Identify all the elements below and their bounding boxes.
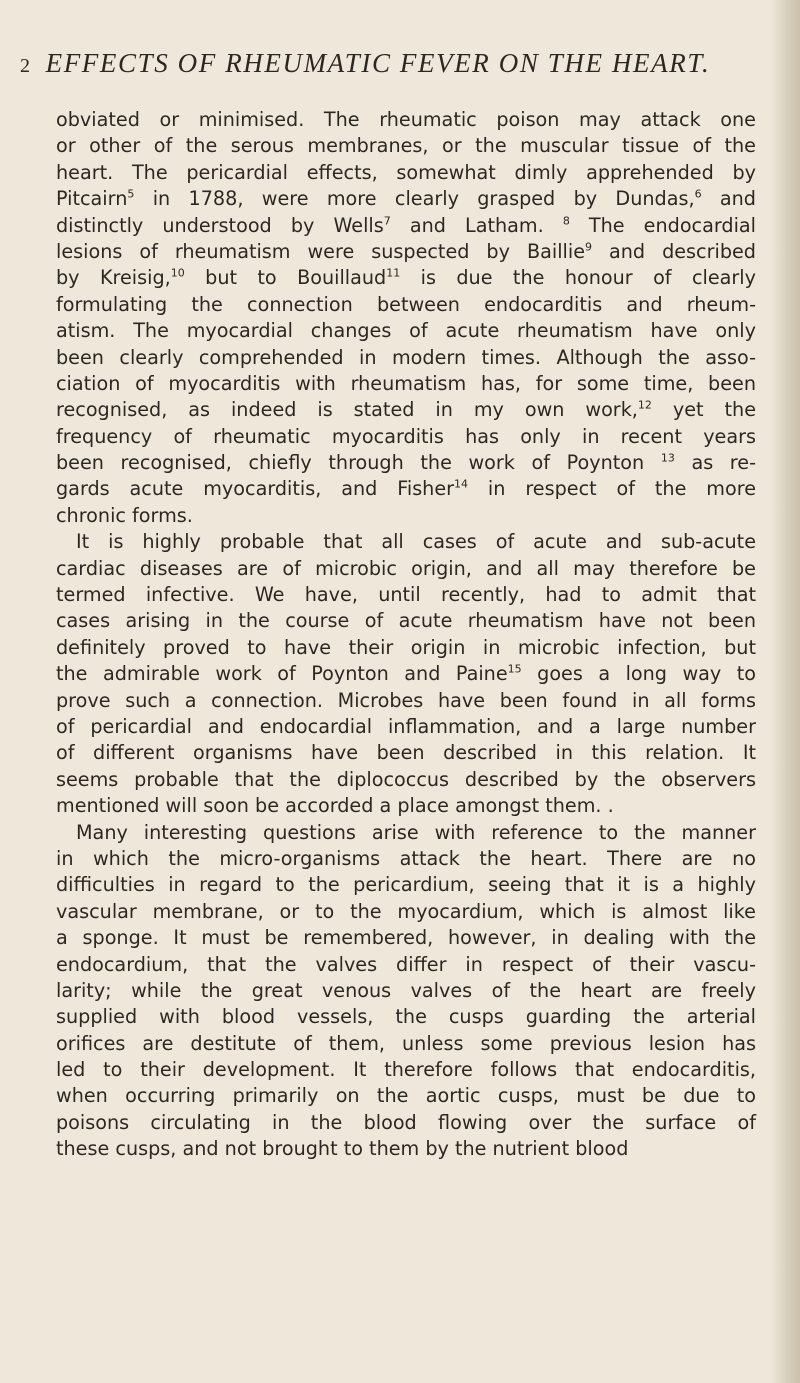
footnote-ref: 7	[383, 214, 391, 228]
text-line	[56, 1031, 756, 1057]
text-run: definitely proved to have their origin in microbic infection, but	[56, 635, 756, 659]
text-run: endocardium, that the valves differ in respect of their vascu-	[56, 952, 756, 976]
text-line	[56, 213, 756, 239]
text-line	[56, 582, 756, 608]
body-text	[56, 107, 756, 1163]
text-run: been clearly comprehended in modern times. Although the asso-	[56, 345, 756, 369]
text-run: The endocardial	[569, 213, 757, 237]
text-run: orifices are destitute of them, unless some previous lesion has	[56, 1031, 756, 1055]
text-line	[56, 899, 756, 925]
text-run: when occurring primarily on the aortic cusps, must be due to	[56, 1084, 756, 1108]
text-line	[56, 820, 756, 846]
text-line	[56, 186, 756, 212]
text-run: ciation of myocarditis with rheumatism has, for some time, been	[56, 371, 756, 395]
text-line	[56, 1110, 756, 1136]
text-run: a sponge. It must be remembered, however, in dealing with the	[56, 926, 756, 950]
text-line	[56, 397, 756, 423]
footnote-ref: 5	[127, 187, 135, 201]
text-line	[56, 925, 756, 951]
running-header	[20, 48, 750, 79]
text-run: frequency of rheumatic myocarditis has only in recent years	[56, 424, 756, 448]
text-line	[56, 107, 756, 133]
text-run: prove such a connection. Microbes have been found in all forms	[56, 688, 756, 712]
text-run: as re-	[674, 451, 757, 475]
text-run: gards acute myocarditis, and Fisher	[56, 477, 455, 501]
footnote-ref: 9	[585, 240, 592, 254]
footnote-ref: 10	[170, 266, 185, 280]
text-line	[56, 529, 756, 555]
text-run: vascular membrane, or to the myocardium, which is almost like	[56, 899, 756, 923]
text-run: cardiac diseases are of microbic origin, and all may therefore be	[56, 556, 756, 580]
text-line	[56, 635, 756, 661]
text-line	[56, 714, 756, 740]
text-run: lesions of rheumatism were suspected by Baillie	[56, 239, 585, 263]
text-run: been recognised, chiefly through the work of Poynton	[56, 451, 661, 475]
text-run: or other of the serous membranes, or the muscular tissue of the	[56, 134, 756, 158]
text-run: heart. The pericardial effects, somewhat dimly apprehended by	[56, 160, 756, 184]
text-line	[56, 952, 756, 978]
text-line	[56, 846, 756, 872]
footnote-ref: 12	[637, 398, 652, 412]
text-line	[56, 133, 756, 159]
text-run: these cusps, and not brought to them by the nutrient blood	[56, 1137, 629, 1161]
text-run: by Kreisig,	[56, 266, 171, 290]
text-line	[56, 424, 756, 450]
text-run: Many interesting questions arise with reference to the manner	[76, 820, 756, 844]
text-run: termed infective. We have, until recently, had to admit that	[56, 583, 756, 607]
text-run: of different organisms have been described in this relation. It	[56, 741, 756, 765]
page-number: 2	[20, 55, 32, 77]
footnote-ref: 14	[454, 478, 469, 492]
footnote-ref: 11	[386, 266, 401, 280]
text-run: supplied with blood vessels, the cusps guarding the arterial	[56, 1005, 756, 1029]
text-run: goes a long way to	[521, 662, 757, 686]
text-line	[56, 160, 756, 186]
text-run: yet the	[651, 398, 756, 422]
text-run: Pitcairn	[56, 187, 128, 211]
text-run: recognised, as indeed is stated in my own work,	[56, 398, 638, 422]
text-run: atism. The myocardial changes of acute rheumatism have only	[56, 319, 756, 343]
text-run: and described	[592, 239, 756, 263]
text-line	[56, 292, 756, 318]
text-run: in 1788, were more clearly grasped by Dundas,	[134, 187, 695, 211]
text-run: but to Bouillaud	[184, 266, 387, 290]
running-title: EFFECTS OF RHEUMATIC FEVER ON THE HEART.	[45, 48, 711, 78]
text-line	[56, 1136, 756, 1162]
text-line	[56, 767, 756, 793]
footnote-ref: 15	[507, 662, 522, 676]
text-line	[56, 608, 756, 634]
text-run: led to their development. It therefore follows that endocarditis,	[56, 1058, 756, 1082]
text-line	[56, 688, 756, 714]
footnote-ref: 8	[562, 214, 570, 228]
text-line	[56, 872, 756, 898]
text-run: larity; while the great venous valves of the heart are freely	[56, 978, 756, 1002]
text-line	[56, 318, 756, 344]
text-run: and Latham.	[390, 213, 563, 237]
text-line	[56, 239, 756, 265]
text-run: formulating the connection between endocarditis and rheum-	[56, 292, 756, 316]
text-line	[56, 661, 756, 687]
footnote-ref: 13	[660, 451, 675, 465]
text-line	[56, 503, 756, 529]
text-run: cases arising in the course of acute rheumatism have not been	[56, 609, 756, 633]
text-line	[56, 450, 756, 476]
text-line	[56, 978, 756, 1004]
text-run: seems probable that the diplococcus described by the observers	[56, 767, 756, 791]
text-run: difficulties in regard to the pericardium, seeing that it is a highly	[56, 873, 756, 897]
text-run: of pericardial and endocardial inflammation, and a large number	[56, 714, 756, 738]
text-line	[56, 345, 756, 371]
text-run: obviated or minimised. The rheumatic poison may attack one	[56, 108, 756, 131]
text-run: It is highly probable that all cases of acute and sub-acute	[76, 530, 756, 554]
text-line	[56, 1057, 756, 1083]
text-run: distinctly understood by Wells	[56, 213, 384, 237]
footnote-ref: 6	[694, 187, 702, 201]
text-line	[56, 371, 756, 397]
page-edge-shadow	[770, 0, 800, 1383]
text-line	[56, 265, 756, 291]
text-run: poisons circulating in the blood flowing over the surface of	[56, 1110, 756, 1134]
text-run: and	[701, 187, 756, 211]
text-line	[56, 1083, 756, 1109]
text-line	[56, 1004, 756, 1030]
text-run: chronic forms.	[56, 503, 193, 527]
text-run: mentioned will soon be accorded a place amongst them. .	[56, 794, 614, 818]
text-run: is due the honour of clearly	[400, 266, 756, 290]
text-run: in respect of the more	[468, 477, 756, 501]
text-line	[56, 740, 756, 766]
text-run: in which the micro-organisms attack the heart. There are no	[56, 846, 756, 870]
text-line	[56, 793, 756, 819]
text-run: the admirable work of Poynton and Paine	[56, 662, 508, 686]
text-line	[56, 556, 756, 582]
text-line	[56, 476, 756, 502]
